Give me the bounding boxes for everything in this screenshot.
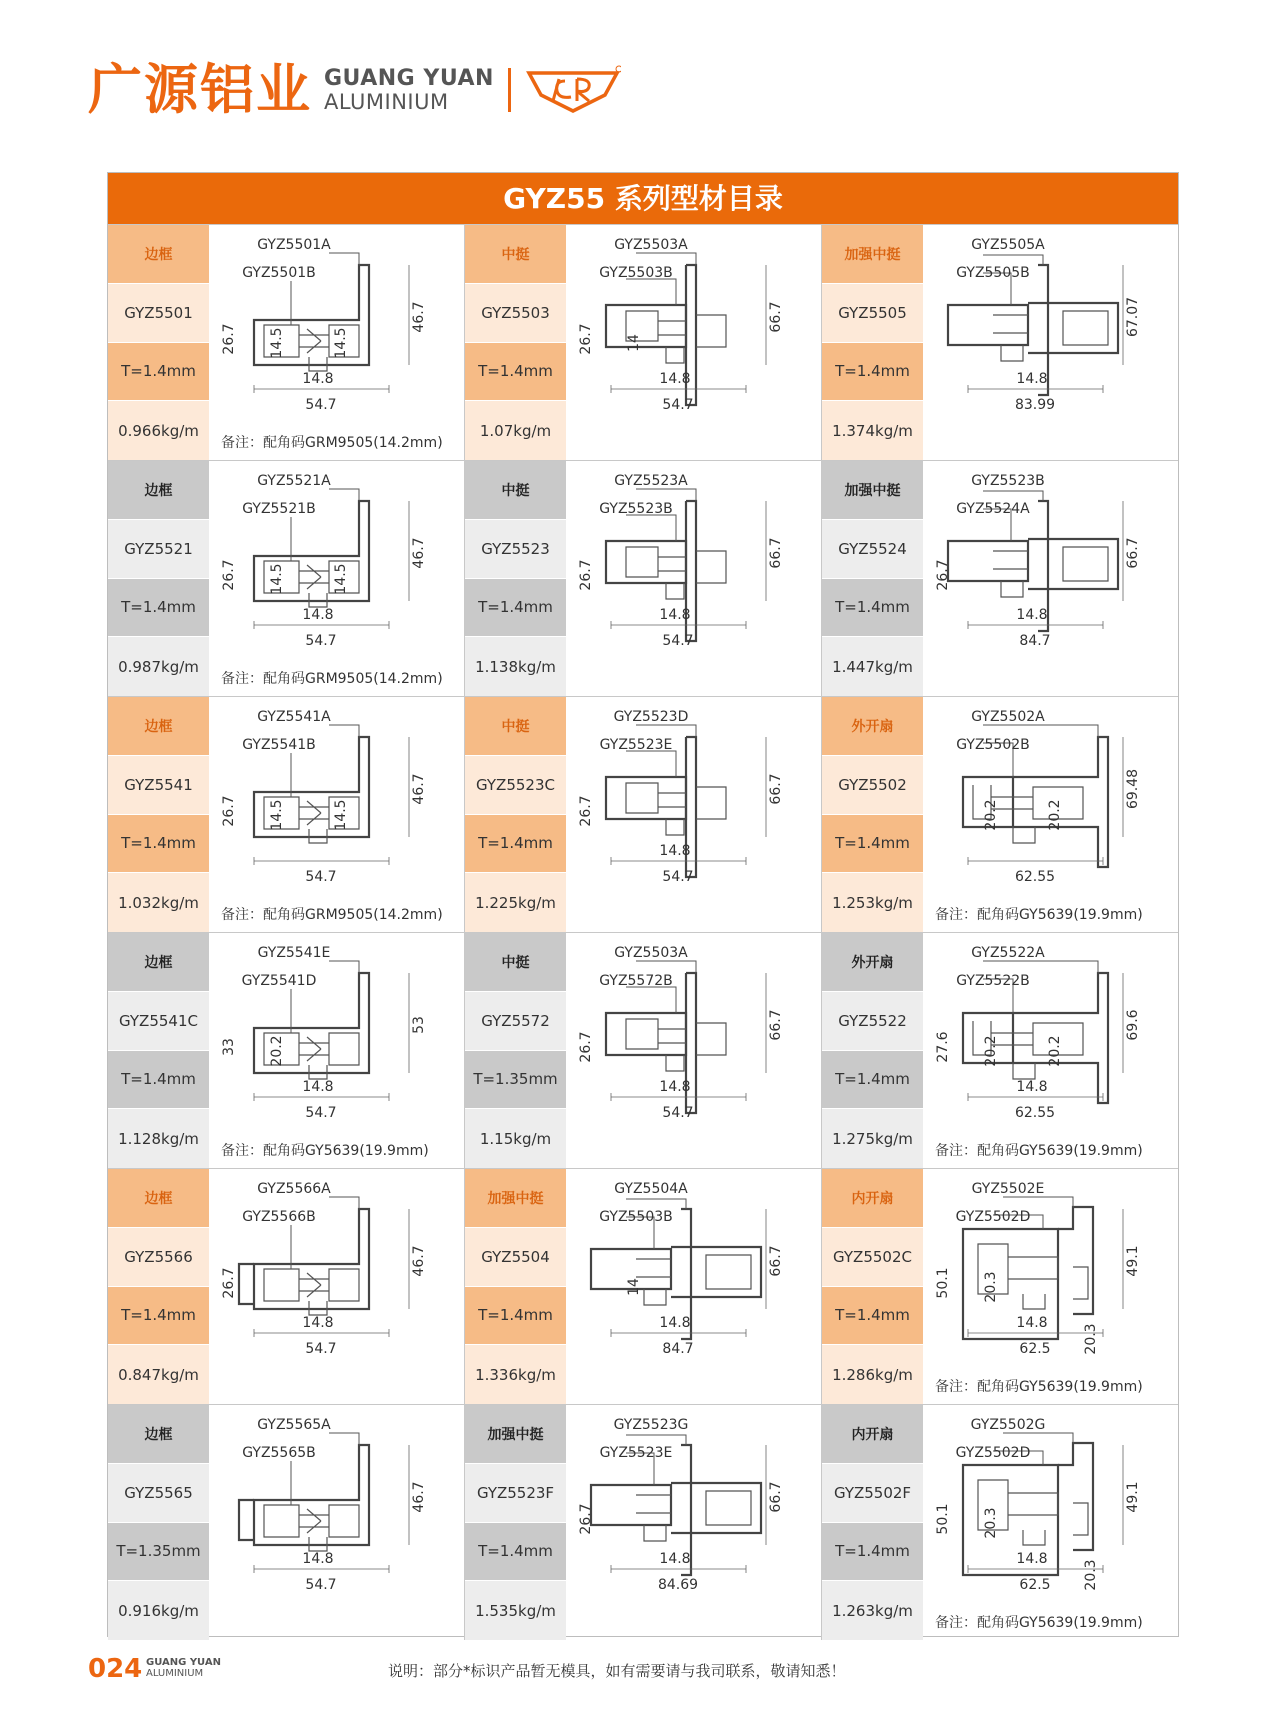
profile-thickness: T=1.4mm [465, 579, 566, 638]
profile-model: GYZ5541 [108, 756, 209, 815]
profile-info [108, 1405, 209, 1640]
profile-model: GYZ5501 [108, 284, 209, 343]
profile-section-svg [923, 225, 1178, 430]
brand-name-en-line1: GUANG YUAN [324, 66, 494, 92]
dimension-height-inner: 14 [626, 334, 642, 352]
dimension-height-right: 69.6 [1125, 1009, 1141, 1041]
dimension-width-total: 84.69 [657, 1577, 699, 1593]
footer-brand-line2: ALUMINIUM [146, 1667, 204, 1679]
part-label: GYZ5523A [614, 473, 688, 489]
dimension-height-left: 50.1 [935, 1267, 951, 1299]
profile-info [465, 697, 566, 932]
profile-weight: 1.15kg/m [465, 1109, 566, 1168]
dimension-height-left: 26.7 [221, 795, 237, 827]
profile-thickness: T=1.4mm [822, 1523, 923, 1582]
part-label: GYZ5505A [971, 237, 1045, 253]
profile-section-drawing [566, 1169, 821, 1404]
part-label: GYZ5541D [241, 973, 317, 989]
dimension-height-left: 27.6 [935, 1031, 951, 1063]
profile-card [465, 461, 822, 696]
part-label: GYZ5521A [257, 473, 331, 489]
profile-weight: 1.128kg/m [108, 1109, 209, 1168]
dimension-width-total: 84.7 [1019, 633, 1051, 649]
profile-info [822, 1169, 923, 1404]
dimension-width-mid: 14.8 [302, 1551, 334, 1567]
profile-weight: 1.535kg/m [465, 1581, 566, 1640]
part-label: GYZ5523D [613, 709, 689, 725]
dimension-height-right: 66.7 [768, 1009, 784, 1041]
profile-thickness: T=1.4mm [822, 343, 923, 402]
profile-info [108, 1169, 209, 1404]
profile-section-svg [566, 697, 821, 902]
dimension-height-left: 26.7 [578, 323, 594, 355]
profile-section-drawing [209, 1405, 464, 1640]
profile-thickness: T=1.4mm [108, 815, 209, 874]
dimension-height-right: 46.7 [411, 1245, 427, 1277]
profile-thickness: T=1.4mm [465, 1287, 566, 1346]
profile-note: 备注：配角码GY5639(19.9mm) [935, 1615, 1143, 1631]
dimension-height-inner: 14.5 [269, 799, 285, 831]
profile-section-svg [209, 1405, 464, 1610]
dimension-width-total: 62.55 [1014, 1105, 1056, 1121]
catalog-row [108, 460, 1178, 696]
part-label: GYZ5522B [956, 973, 1030, 989]
profile-model: GYZ5572 [465, 992, 566, 1051]
profile-category: 边框 [108, 933, 209, 992]
profile-section-svg [209, 225, 464, 430]
dimension-width-mid: 14.8 [302, 1079, 334, 1095]
profile-model: GYZ5523C [465, 756, 566, 815]
profile-model: GYZ5502F [822, 1464, 923, 1523]
dimension-height-inner: 20.3 [983, 1507, 999, 1539]
dimension-height-inner: 14.5 [269, 327, 285, 359]
profile-weight: 1.447kg/m [822, 637, 923, 696]
profile-weight: 1.07kg/m [465, 401, 566, 460]
footer-brand [146, 1658, 221, 1679]
profile-card [822, 461, 1179, 696]
profile-card [108, 697, 465, 932]
profile-section-svg [566, 1169, 821, 1374]
dimension-height-inner2: 20.2 [1047, 1035, 1063, 1067]
dimension-height-right: 46.7 [411, 301, 427, 333]
dimension-width-mid: 14.8 [659, 607, 691, 623]
dimension-height-inner: 20.2 [269, 1035, 285, 1067]
dimension-height-right: 69.48 [1125, 768, 1141, 810]
dimension-width-mid: 14.8 [1016, 1315, 1048, 1331]
profile-card [822, 1169, 1179, 1404]
profile-card [108, 1169, 465, 1404]
part-label: GYZ5541B [242, 737, 316, 753]
dimension-height-right: 66.7 [768, 1481, 784, 1513]
dimension-width-total: 54.7 [305, 869, 337, 885]
part-label: GYZ5523B [971, 473, 1045, 489]
profile-weight: 1.286kg/m [822, 1345, 923, 1404]
dimension-width-total: 54.7 [662, 397, 694, 413]
profile-category: 加强中挺 [822, 461, 923, 520]
profile-section-drawing [923, 1405, 1178, 1640]
profile-note: 备注：配角码GRM9505(14.2mm) [221, 435, 443, 451]
profile-thickness: T=1.4mm [822, 1051, 923, 1110]
profile-section-drawing [923, 225, 1178, 460]
profile-note: 备注：配角码GRM9505(14.2mm) [221, 907, 443, 923]
dimension-width-mid: 14.8 [659, 843, 691, 859]
profile-section-drawing [209, 1169, 464, 1404]
dimension-height-inner2: 14.5 [333, 563, 349, 595]
part-label: GYZ5504A [614, 1181, 688, 1197]
part-label: GYZ5523B [599, 501, 673, 517]
profile-section-drawing [209, 225, 464, 460]
profile-thickness: T=1.4mm [108, 579, 209, 638]
profile-thickness: T=1.4mm [108, 343, 209, 402]
profile-note: 备注：配角码GY5639(19.9mm) [935, 907, 1143, 923]
profile-card [108, 1405, 465, 1640]
profile-card [108, 225, 465, 460]
dimension-height-right: 46.7 [411, 1481, 427, 1513]
profile-card [822, 225, 1179, 460]
profile-weight: 0.966kg/m [108, 401, 209, 460]
profile-section-drawing [923, 461, 1178, 696]
part-label: GYZ5565A [257, 1417, 331, 1433]
profile-weight: 1.253kg/m [822, 873, 923, 932]
part-label: GYZ5501A [257, 237, 331, 253]
profile-model: GYZ5523F [465, 1464, 566, 1523]
profile-weight: 0.987kg/m [108, 637, 209, 696]
dimension-height-right: 46.7 [411, 773, 427, 805]
profile-section-drawing [566, 933, 821, 1168]
profile-thickness: T=1.4mm [465, 815, 566, 874]
profile-info [822, 1405, 923, 1640]
dimension-height-left: 26.7 [935, 559, 951, 591]
dimension-width-total: 84.7 [662, 1341, 694, 1357]
profile-section-drawing [566, 1405, 821, 1640]
dimension-height-right: 49.1 [1125, 1245, 1141, 1277]
dimension-height-left: 26.7 [221, 1267, 237, 1299]
dimension-width-mid: 14.8 [659, 1551, 691, 1567]
dimension-width-total: 62.55 [1014, 869, 1056, 885]
profile-card [108, 461, 465, 696]
profile-category: 内开扇 [822, 1405, 923, 1464]
profile-thickness: T=1.4mm [108, 1287, 209, 1346]
profile-section-drawing [209, 697, 464, 932]
profile-info [822, 697, 923, 932]
dimension-width-total: 54.7 [305, 633, 337, 649]
part-label: GYZ5502D [955, 1445, 1031, 1461]
profile-section-svg [566, 933, 821, 1138]
profile-info [108, 461, 209, 696]
profile-model: GYZ5566 [108, 1228, 209, 1287]
profile-note: 备注：配角码GY5639(19.9mm) [221, 1143, 429, 1159]
dimension-width-mid: 14.8 [302, 1315, 334, 1331]
dimension-width-mid: 14.8 [659, 1079, 691, 1095]
dimension-width-total: 54.7 [662, 633, 694, 649]
profile-model: GYZ5521 [108, 520, 209, 579]
profile-weight: 1.275kg/m [822, 1109, 923, 1168]
dimension-height-left: 26.7 [578, 1031, 594, 1063]
dimension-height-left: 26.7 [578, 559, 594, 591]
profile-section-svg [566, 1405, 821, 1610]
page-number: 024 [88, 1654, 143, 1684]
dimension-width-mid: 14.8 [1016, 1079, 1048, 1095]
part-label: GYZ5522A [971, 945, 1045, 961]
profile-note: 备注：配角码GY5639(19.9mm) [935, 1143, 1143, 1159]
dimension-width-mid: 14.8 [659, 371, 691, 387]
footer-note: 说明：部分*标识产品暂无模具，如有需要请与我司联系，敬请知悉！ [388, 1662, 846, 1680]
profile-section-drawing [209, 461, 464, 696]
profile-thickness: T=1.4mm [465, 343, 566, 402]
page-footer [88, 1650, 1188, 1690]
profile-weight: 1.138kg/m [465, 637, 566, 696]
profile-model: GYZ5502 [822, 756, 923, 815]
profile-thickness: T=1.35mm [465, 1051, 566, 1110]
profile-category: 边框 [108, 1169, 209, 1228]
dimension-height-inner: 20.2 [983, 799, 999, 831]
profile-thickness: T=1.4mm [108, 1051, 209, 1110]
part-label: GYZ5502B [956, 737, 1030, 753]
brand-name-en [324, 67, 494, 112]
profile-model: GYZ5522 [822, 992, 923, 1051]
part-label: GYZ5523E [599, 1445, 673, 1461]
profile-card [465, 697, 822, 932]
part-label: GYZ5505B [956, 265, 1030, 281]
profile-section-svg [923, 1169, 1178, 1374]
profile-info [465, 1405, 566, 1640]
profile-info [108, 225, 209, 460]
profile-category: 边框 [108, 225, 209, 284]
part-label: GYZ5501B [242, 265, 316, 281]
part-label: GYZ5502E [971, 1181, 1045, 1197]
dimension-width-mid: 14.8 [302, 607, 334, 623]
dimension-height-right: 49.1 [1125, 1481, 1141, 1513]
profile-info [822, 225, 923, 460]
catalog-row [108, 224, 1178, 460]
dimension-height-right: 66.7 [768, 301, 784, 333]
profile-category: 内开扇 [822, 1169, 923, 1228]
part-label: GYZ5566B [242, 1209, 316, 1225]
profile-thickness: T=1.35mm [108, 1523, 209, 1582]
catalog-row [108, 1404, 1178, 1640]
dimension-height-left: 26.7 [578, 1503, 594, 1535]
profile-model: GYZ5565 [108, 1464, 209, 1523]
profile-section-svg [923, 1405, 1178, 1610]
dimension-height-inner2: 20.2 [1047, 799, 1063, 831]
profile-category: 中挺 [465, 225, 566, 284]
profile-section-svg [566, 461, 821, 666]
profile-category: 边框 [108, 697, 209, 756]
part-label: GYZ5521B [242, 501, 316, 517]
profile-thickness: T=1.4mm [822, 579, 923, 638]
dimension-height-right: 66.7 [1125, 537, 1141, 569]
profile-category: 外开扇 [822, 697, 923, 756]
profile-category: 边框 [108, 461, 209, 520]
dimension-width-mid: 14.8 [302, 371, 334, 387]
profile-model: GYZ5523 [465, 520, 566, 579]
dimension-width-total: 62.5 [1019, 1577, 1051, 1593]
profile-info [822, 933, 923, 1168]
dimension-width-total: 62.5 [1019, 1341, 1051, 1357]
profile-info [465, 1169, 566, 1404]
profile-section-drawing [923, 1169, 1178, 1404]
profile-weight: 1.374kg/m [822, 401, 923, 460]
profile-model: GYZ5504 [465, 1228, 566, 1287]
profile-section-drawing [566, 697, 821, 932]
dimension-height-right: 46.7 [411, 537, 427, 569]
dimension-height-inner: 20.2 [983, 1035, 999, 1067]
part-label: GYZ5541A [257, 709, 331, 725]
part-label: GYZ5503A [614, 237, 688, 253]
profile-note: 备注：配角码GRM9505(14.2mm) [221, 671, 443, 687]
profile-section-drawing [209, 933, 464, 1168]
dimension-height-right: 66.7 [768, 537, 784, 569]
dimension-height-inner: 14.5 [269, 563, 285, 595]
profile-section-svg [923, 461, 1178, 666]
dimension-height-low: 20.3 [1083, 1559, 1099, 1591]
dimension-height-right: 66.7 [768, 773, 784, 805]
profile-catalog [107, 172, 1179, 1637]
profile-category: 边框 [108, 1405, 209, 1464]
profile-card [822, 933, 1179, 1168]
profile-card [822, 1405, 1179, 1640]
profile-model: GYZ5502C [822, 1228, 923, 1287]
profile-section-svg [209, 933, 464, 1138]
dimension-width-total: 54.7 [305, 397, 337, 413]
profile-section-drawing [566, 461, 821, 696]
part-label: GYZ5524A [956, 501, 1030, 517]
dimension-height-inner: 14 [626, 1278, 642, 1296]
profile-info [108, 697, 209, 932]
profile-category: 中挺 [465, 933, 566, 992]
profile-category: 加强中挺 [822, 225, 923, 284]
profile-weight: 1.263kg/m [822, 1581, 923, 1640]
profile-note: 备注：配角码GY5639(19.9mm) [935, 1379, 1143, 1395]
profile-card [108, 933, 465, 1168]
profile-section-svg [566, 225, 821, 430]
dimension-width-total: 54.7 [305, 1341, 337, 1357]
profile-info [108, 933, 209, 1168]
catalog-title: GYZ55 系列型材目录 [108, 173, 1178, 224]
dimension-height-left: 26.7 [221, 559, 237, 591]
profile-weight: 0.847kg/m [108, 1345, 209, 1404]
dimension-width-total: 54.7 [305, 1105, 337, 1121]
dimension-width-mid: 14.8 [659, 1315, 691, 1331]
dimension-height-inner2: 14.5 [333, 799, 349, 831]
profile-weight: 1.032kg/m [108, 873, 209, 932]
dimension-height-left: 26.7 [578, 795, 594, 827]
profile-section-svg [209, 697, 464, 902]
profile-section-svg [209, 1169, 464, 1374]
dimension-width-mid: 14.8 [1016, 371, 1048, 387]
brand-name-cn: 广源铝业 [88, 58, 312, 121]
profile-category: 中挺 [465, 697, 566, 756]
dimension-width-total: 54.7 [662, 869, 694, 885]
profile-category: 加强中挺 [465, 1169, 566, 1228]
dimension-height-inner: 20.3 [983, 1271, 999, 1303]
dimension-height-right: 67.07 [1125, 296, 1141, 338]
profile-model: GYZ5524 [822, 520, 923, 579]
part-label: GYZ5565B [242, 1445, 316, 1461]
profile-info [465, 933, 566, 1168]
gy-shield-logo-icon [525, 65, 621, 115]
profile-thickness: T=1.4mm [465, 1523, 566, 1582]
profile-section-drawing [923, 697, 1178, 932]
brand-name-en-line2: ALUMINIUM [324, 89, 449, 114]
profile-category: 中挺 [465, 461, 566, 520]
footer-brand-line1: GUANG YUAN [146, 1657, 221, 1668]
profile-info [465, 461, 566, 696]
dimension-width-total: 83.99 [1014, 397, 1056, 413]
part-label: GYZ5502D [955, 1209, 1031, 1225]
profile-category: 加强中挺 [465, 1405, 566, 1464]
part-label: GYZ5523G [613, 1417, 689, 1433]
dimension-width-total: 54.7 [662, 1105, 694, 1121]
dimension-height-left: 26.7 [221, 323, 237, 355]
profile-card [465, 933, 822, 1168]
dimension-height-left: 33 [221, 1038, 237, 1056]
dimension-height-right: 66.7 [768, 1245, 784, 1277]
part-label: GYZ5572B [599, 973, 673, 989]
dimension-height-right: 53 [411, 1016, 427, 1034]
profile-model: GYZ5503 [465, 284, 566, 343]
catalog-row [108, 1168, 1178, 1404]
dimension-height-left: 50.1 [935, 1503, 951, 1535]
profile-section-svg [923, 933, 1178, 1138]
dimension-height-inner2: 14.5 [333, 327, 349, 359]
profile-section-drawing [566, 225, 821, 460]
profile-weight: 1.336kg/m [465, 1345, 566, 1404]
part-label: GYZ5502G [970, 1417, 1046, 1433]
profile-info [465, 225, 566, 460]
profile-weight: 1.225kg/m [465, 873, 566, 932]
profile-section-drawing [923, 933, 1178, 1168]
part-label: GYZ5523E [599, 737, 673, 753]
profile-model: GYZ5505 [822, 284, 923, 343]
part-label: GYZ5503B [599, 265, 673, 281]
brand-divider [508, 68, 511, 112]
profile-card [465, 1169, 822, 1404]
profile-card [822, 697, 1179, 932]
profile-category: 外开扇 [822, 933, 923, 992]
profile-card [465, 225, 822, 460]
part-label: GYZ5502A [971, 709, 1045, 725]
dimension-width-mid: 14.8 [1016, 607, 1048, 623]
profile-section-svg [923, 697, 1178, 902]
part-label: GYZ5503A [614, 945, 688, 961]
dimension-height-low: 20.3 [1083, 1323, 1099, 1355]
profile-info [822, 461, 923, 696]
dimension-width-mid: 14.8 [1016, 1551, 1048, 1567]
profile-weight: 0.916kg/m [108, 1581, 209, 1640]
catalog-row [108, 696, 1178, 932]
profile-section-svg [209, 461, 464, 666]
part-label: GYZ5566A [257, 1181, 331, 1197]
brand-header [88, 58, 621, 122]
part-label: GYZ5541E [257, 945, 331, 961]
profile-card [465, 1405, 822, 1640]
profile-thickness: T=1.4mm [822, 815, 923, 874]
dimension-width-total: 54.7 [305, 1577, 337, 1593]
profile-model: GYZ5541C [108, 992, 209, 1051]
catalog-row [108, 932, 1178, 1168]
part-label: GYZ5503B [599, 1209, 673, 1225]
profile-thickness: T=1.4mm [822, 1287, 923, 1346]
